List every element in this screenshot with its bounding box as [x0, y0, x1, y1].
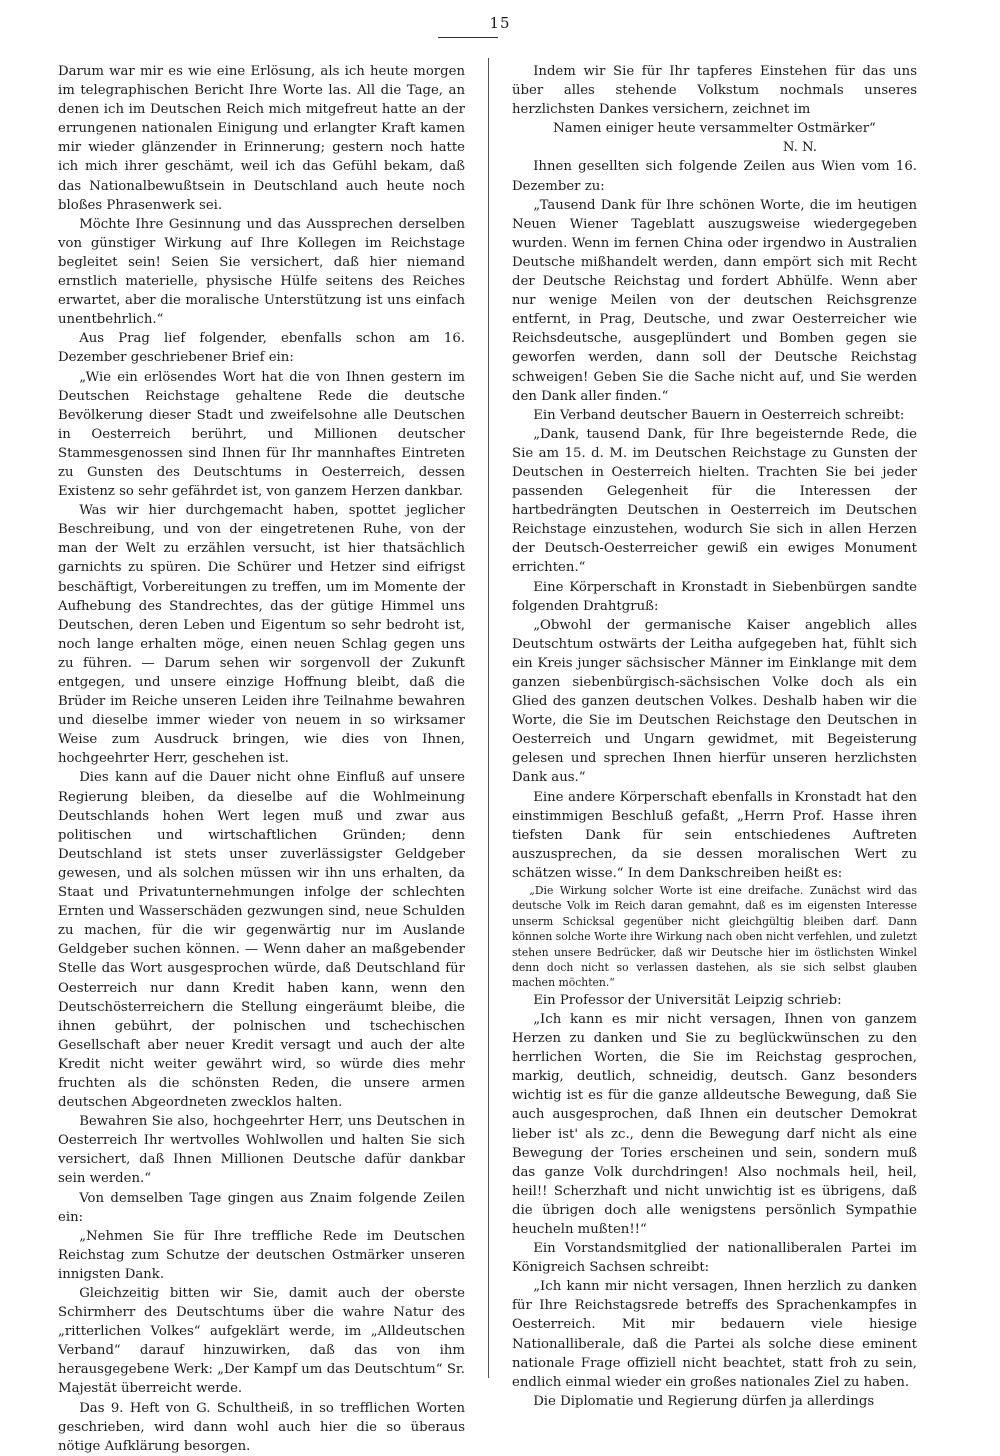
paragraph: Gleichzeitig bitten wir Sie, damit auch der oberste Schirmherr des Deutschtums über die wahre Natur des „ritterlichen Volkes“ aufgeklärt werde, im „Alldeutschen Verband“ darauf hinzuwirken, daß das von ihm herausgegebene Werk: „Der Kampf um das Deutschtum“ Sr. Majestät überreicht werde.: [58, 1286, 465, 1397]
paragraph: „Ich kann mir nicht versagen, Ihnen herzlich zu danken für Ihre Reichstagsrede betreffs des Sprachenkampfes in Oesterreich. Mit mir bedauern viele hiesige Nationalliberale, daß die Partei als solche diese eminent nationale Frage offiziell nicht beachtet, statt froh zu sein, endlich einmal wieder ein großes nationales Ziel zu haben.: [512, 1279, 917, 1390]
right-column: [512, 62, 917, 1411]
signature-line: Namen einiger heute versammelter Ostmärker“: [553, 121, 876, 137]
paragraph: „Nehmen Sie für Ihre treffliche Rede im Deutschen Reichstag zum Schutze der deutschen Ostmärker unseren innigsten Dank.: [58, 1228, 465, 1282]
page-number: 15: [489, 14, 511, 32]
paragraph: Möchte Ihre Gesinnung und das Aussprechen derselben von günstiger Wirkung auf Ihre Kollegen im Reichstage begleitet sein! Seien Sie versichert, daß hier niemand ernstlich materielle, physische Hülfe seitens des Reiches erwartet, aber die moralische Unterstützung ist uns einfach unentbehrlich.“: [58, 216, 465, 328]
paragraph: Aus Prag lief folgender, ebenfalls schon am 16. Dezember geschriebener Brief ein:: [58, 331, 465, 366]
paragraph: Bewahren Sie also, hochgeehrter Herr, uns Deutschen in Oesterreich Ihr wertvolles Wohlwollen und halten Sie sich versichert, daß Ihnen Millionen Deutsche dafür dankbar sein werden.“: [58, 1114, 465, 1187]
paragraph: Ein Vorstandsmitglied der nationalliberalen Partei im Königreich Sachsen schreibt:: [512, 1241, 917, 1276]
paragraph: Das 9. Heft von G. Schultheiß, in so trefflichen Worten geschrieben, wird dann wohl auch hier die so überaus nötige Aufklärung besorgen.: [58, 1400, 465, 1454]
left-column: [58, 62, 465, 1456]
signature: N. N.: [782, 140, 817, 156]
column-divider: [488, 58, 489, 1378]
paragraph: Ein Verband deutscher Bauern in Oesterreich schreibt:: [533, 407, 905, 423]
page-number-rule: [438, 37, 498, 38]
paragraph: „Tausend Dank für Ihre schönen Worte, die im heutigen Neuen Wiener Tageblatt auszugsweise wiedergegeben wurden. Wenn im fernen China oder irgendwo in Australien Deutsche mißhandelt werden, dann empört sich mit Recht der Deutsche Reichstag und fordert Abhülfe. Wenn aber nur wenige Meilen von der deutschen Reichsgrenze entfernt, in Prag, Deutsche, und zwar Oesterreicher wie Reichsdeutsche, ausgeplündert und Bomben gegen sie geworfen werden, dann soll der Deutsche Reichstag schweigen! Geben Sie die Sache nicht auf, und Sie werden den Dank aller finden.“: [512, 197, 917, 404]
paragraph: Dies kann auf die Dauer nicht ohne Einfluß auf unsere Regierung bleiben, da dieselbe auf die Wohlmeinung Deutschlands hohen Wert legen muß und zwar aus politischen und wirtschaftlichen Gründen; denn Deutschland ist stets unser zuverlässigster Geldgeber gewesen, und als solchen müssen wir ihn uns erhalten, da Staat und Privatunternehmungen infolge der schlechten Ernten und Wasserschäden gezwungen sind, neue Schulden zu machen, für die wir gegenwärtig nur im Auslande Geldgeber suchen können. — Wenn daher an maßgebender Stelle das Wort ausgesprochen würde, daß Deutschland für Oesterreich nur dann Kredit haben kann, wenn den Deutschösterreichern die Stellung eingeräumt bleibe, die ihnen gebührt, der polnischen und tschechischen Gesellschaft aber neuer Kredit versagt und auch der alte Kredit nicht weiter gewährt wird, so würde dies mehr fruchten als die schönsten Reden, die unsere armen deutschen Abgeordneten zwecklos halten.: [58, 770, 465, 1111]
quoted-letter-small: „Die Wirkung solcher Worte ist eine dreifache. Zunächst wird das deutsche Volk im Reich daran gemahnt, daß es im eigensten Interesse unserm Schicksal gegenüber nicht gleichgültig bleiben darf. Dann können solche Worte ihre Wirkung nach oben nicht verfehlen, und zuletzt stehen unsere Bedrücker, daß wir Deutsche hier im östlichsten Winkel denn doch nicht so verlassen dastehen, als sie sich selbst glauben machen möchten.“: [512, 884, 917, 990]
paragraph: „Dank, tausend Dank, für Ihre begeisternde Rede, die Sie am 15. d. M. im Deutschen Reichstage zu Gunsten der Deutschen in Oesterreich hielten. Trachten Sie bei jeder passenden Gelegenheit für die Interessen der hartbedrängten Deutschen in Oesterreich im Deutschen Reichstage einzustehen, wodurch Sie sich in allen Herzen der Deutsch-Oesterreicher gewiß ein ewiges Monument errichten.“: [512, 426, 917, 576]
paragraph: Die Diplomatie und Regierung dürfen ja allerdings: [533, 1393, 875, 1409]
paragraph: „Wie ein erlösendes Wort hat die von Ihnen gestern im Deutschen Reichstage gehaltene Rede die deutsche Bevölkerung dieser Stadt und zweifelsohne alle Deutschen in Oesterreich berührt, und Millionen deutscher Stammesgenossen sind Ihnen für Ihr mannhaftes Eintreten zu Gunsten des Deutschtums in Oesterreich, dessen Existenz so sehr gefährdet ist, von ganzem Herzen dankbar.: [58, 369, 465, 500]
paragraph: Indem wir Sie für Ihr tapferes Einstehen für das uns über alles stehende Volkstum nochmals unseres herzlichsten Dankes versichern, zeichnet im: [512, 64, 917, 118]
paragraph: Was wir hier durchgemacht haben, spottet jeglicher Beschreibung, und von der eingetretenen Ruhe, von der man der Welt zu erzählen versucht, ist hier thatsächlich garnichts zu spüren. Die Schürer und Hetzer sind eifrigst beschäftigt, Vorbereitungen zu treffen, um im Momente der Aufhebung des Standrechtes, das der gütige Himmel uns Deutschen, deren Leben und Eigentum so sehr bedroht ist, noch lange erhalten möge, einen neuen Schlag gegen uns zu führen. — Darum sehen wir sorgenvoll der Zukunft entgegen, und unsere einzige Hoffnung bleibt, daß die Brüder im Reiche unseren Leiden ihre Teilnahme bewahren und dieselbe immer wieder von neuem in so wirksamer Weise zum Ausdruck bringen, wie dies von Ihnen, hochgeehrter Herr, geschehen ist.: [58, 503, 465, 767]
paragraph: „Obwohl der germanische Kaiser angeblich alles Deutschtum ostwärts der Leitha aufgegeben hat, fühlt sich ein Kreis junger sächsischer Männer im Einklange mit dem ganzen siebenbürgisch-sächsischen Volke doch als ein Glied des ganzen deutschen Volkes. Deshalb haben wir die Worte, die Sie im Deutschen Reichstage den Deutschen in Oesterreich und Ungarn gewidmet, mit Begeisterung gelesen und sprechen Ihnen hierfür unseren herzlichsten Dank aus.“: [512, 617, 917, 786]
paragraph: Darum war mir es wie eine Erlösung, als ich heute morgen im telegraphischen Bericht Ihre Worte las. All die Tage, an denen ich im Deutschen Reich mich mitgefreut hatte an der errungenen nationalen Einigung und erlangter Kraft kamen mir wieder glänzender in Erinnerung; gestern noch hatte ich mich ihrer geschämt, weil ich das Gefühl bekam, daß das Nationalbewußtsein in Deutschland auch heute noch bloßes Phrasenwerk sei.: [58, 64, 465, 213]
paragraph: Eine andere Körperschaft ebenfalls in Kronstadt hat den einstimmigen Beschluß gefaßt, „Herrn Prof. Hasse ihren tiefsten Dank für sein entschiedenes Auftreten auszusprechen, da sie dessen moralischen Wert zu schätzen wisse.“ In dem Dankschreiben heißt es:: [512, 789, 917, 881]
paragraph: Ein Professor der Universität Leipzig schrieb:: [533, 992, 842, 1008]
paragraph: Ihnen gesellten sich folgende Zeilen aus Wien vom 16. Dezember zu:: [512, 159, 917, 194]
paragraph: Von demselben Tage gingen aus Znaim folgende Zeilen ein:: [58, 1190, 465, 1225]
paragraph: „Ich kann es mir nicht versagen, Ihnen von ganzem Herzen zu danken und Sie zu beglückwünschen zu den herrlichen Worten, die Sie im Reichstag gesprochen, markig, deutlich, schneidig, deutsch. Ganz besonders wichtig ist es für die ganze alldeutsche Bewegung, daß Sie auch ausgesprochen, daß Ihnen ein deutscher Demokrat lieber ist' als zc., denn die Bewegung darf nicht als eine Bewegung der Tories erscheinen und sein, sondern muß das ganze Volk durchdringen! Also nochmals heil, heil, heil!! Scherzhaft und nicht unwichtig ist es übrigens, daß die übrigen doch alle wenigstens persönlich Sympathie heucheln mußten!!“: [512, 1011, 917, 1237]
paragraph: Eine Körperschaft in Kronstadt in Siebenbürgen sandte folgenden Drahtgruß:: [512, 579, 917, 614]
